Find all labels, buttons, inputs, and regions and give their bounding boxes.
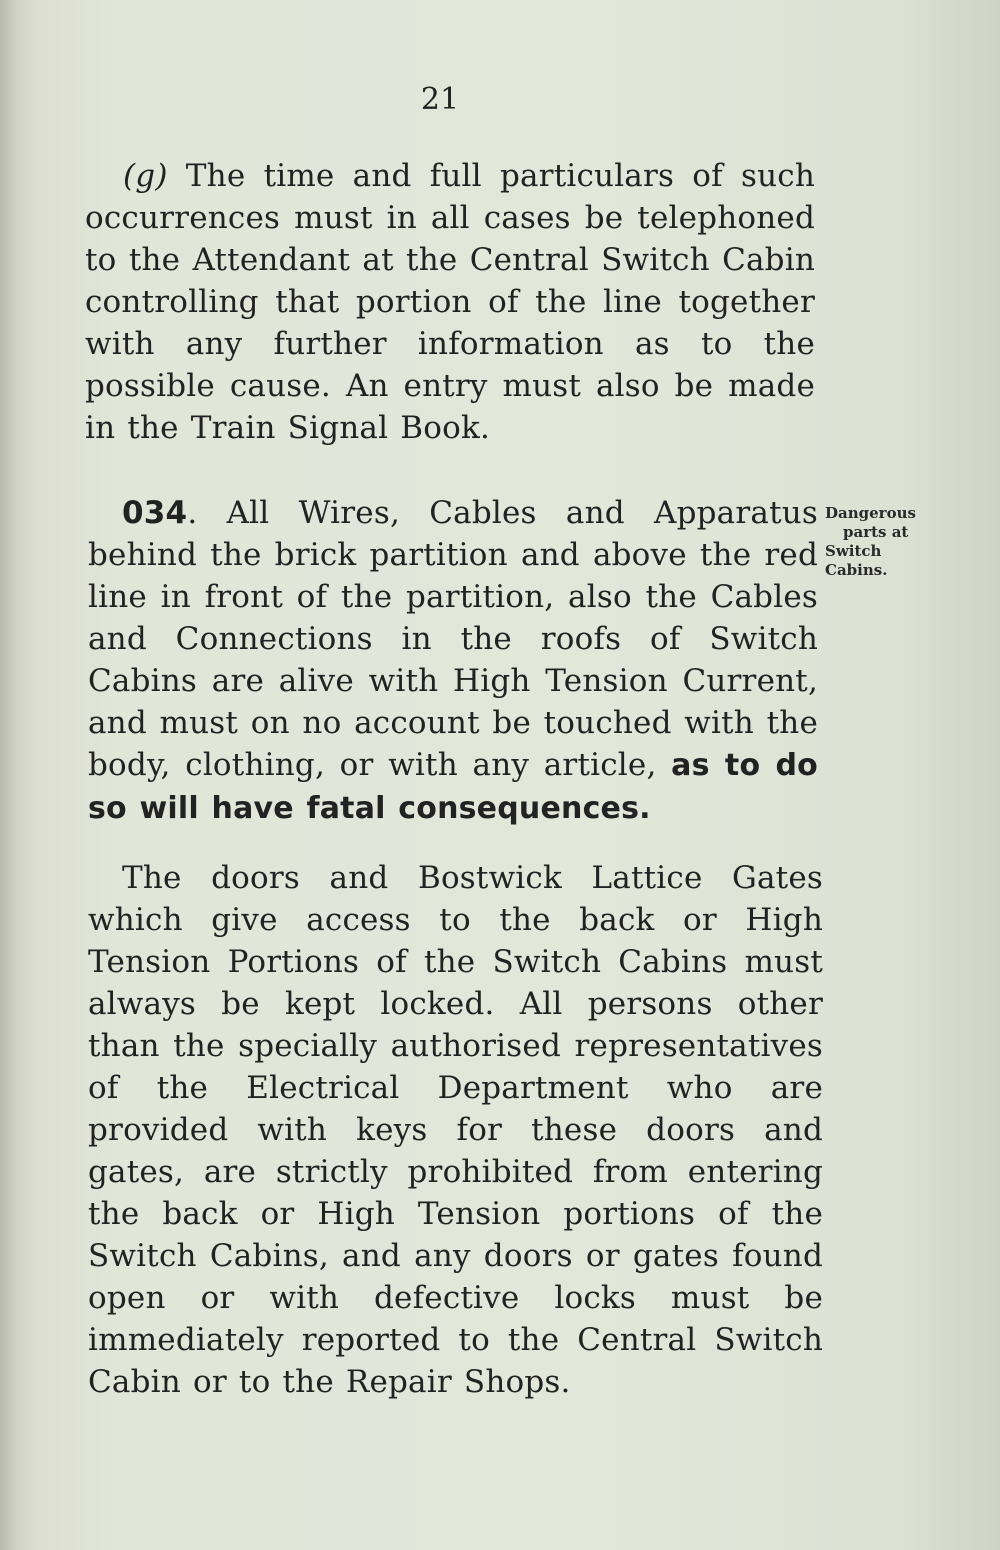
margin-note-line: parts at	[843, 523, 909, 541]
rule-034-paragraph	[88, 492, 818, 830]
fatal-warning-text: as to do so will have fatal consequences.	[88, 748, 818, 826]
margin-note	[825, 504, 945, 580]
paragraph-g-text: The time and full particulars of such occurrences must in all cases be telephoned to the Attendant at the Central Switch Cabin controlling that portion of the line together with any further information as to the possible cause. An entry must also be made in the Train Signal Book.	[85, 158, 815, 446]
doors-gates-paragraph: The doors and Bostwick Lattice Gates which give access to the back or High Tension Portions of the Switch Cabins must always be kept locked. All persons other than the specially authorised representatives of the Electrical Department who are provided with keys for these doors and gates, are strictly prohibited from entering the back or High Tension portions of the Switch Cabins, and any doors or gates found open or with defective locks must be immediately reported to the Central Switch Cabin or to the Repair Shops.	[88, 860, 823, 1400]
page-binding-edge	[0, 0, 18, 1550]
paragraph-g	[85, 155, 815, 449]
page-number: 21	[420, 82, 460, 117]
margin-note-line: Dangerous	[825, 504, 916, 522]
paragraph-g-marker: (g)	[123, 158, 168, 194]
rule-number: 034	[122, 495, 188, 531]
rule-034-text: . All Wires, Cables and Apparatus behind the brick partition and above the red line in front of the partition, also the Cables and Connections in the roofs of Switch Cabins are alive with High Tension Current, and must on no account be touched with the body, clothing, or with any article,	[88, 495, 818, 783]
margin-note-line: Switch	[825, 542, 882, 560]
margin-note-line: Cabins.	[825, 561, 888, 579]
